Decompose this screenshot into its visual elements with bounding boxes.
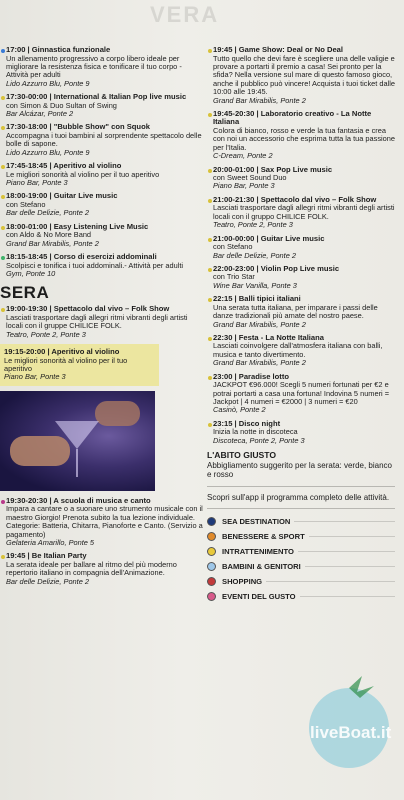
event-item <box>0 253 205 278</box>
category-dot-icon <box>1 49 5 53</box>
divider <box>207 486 395 487</box>
category-dot-icon <box>208 169 212 173</box>
legend-rule <box>305 566 395 567</box>
legend-item <box>207 577 395 586</box>
event-title: 23:15 | Disco night <box>213 418 281 428</box>
category-dot-icon <box>1 165 5 169</box>
event-description: con Sweet Sound Duo <box>213 173 287 183</box>
event-description: Un allenamento progressivo a corpo libero ideale per migliorare la resistenza fisica e tonificare il tuo corpo - Attività per adulti <box>6 53 182 80</box>
afternoon-list <box>0 46 205 278</box>
event-location: Discoteca, Ponte 2, Ponte 3 <box>213 435 305 445</box>
event-item <box>0 192 205 217</box>
category-dot-icon <box>208 49 212 53</box>
legend-swatch-icon <box>207 532 216 541</box>
event-item <box>0 46 205 88</box>
dress-code-text: Abbigliamento suggerito per la serata: verde, bianco e rosso <box>207 460 392 480</box>
event-title: 21:00-00:00 | Guitar Live music <box>213 233 325 243</box>
evening-list-right <box>207 46 395 445</box>
event-location: Piano Bar, Ponte 3 <box>4 372 66 382</box>
legend-item <box>207 547 395 556</box>
event-description: Le migliori sonorità al violino per il tuo aperitivo <box>4 355 128 374</box>
event-description: Lasciati coinvolgere dall'atmosfera italiana con balli, musica e tanto divertimento. <box>213 341 383 359</box>
legend-label: BAMBINI & GENITORI <box>222 562 301 572</box>
legend-item <box>207 592 395 601</box>
event-location: Wine Bar Vanilla, Ponte 3 <box>213 280 297 290</box>
legend-swatch-icon <box>207 592 216 601</box>
event-item <box>207 265 395 290</box>
event-location: Piano Bar, Ponte 3 <box>6 178 68 188</box>
event-description: Lasciati trasportare dagli allegri ritmi vibranti degli artisti locali con il gruppo CHILICE FOLK. <box>213 203 395 221</box>
event-description: Inizia la notte in discoteca <box>213 427 298 437</box>
hand-shape-2 <box>95 401 140 426</box>
legend-swatch-icon <box>207 577 216 586</box>
event-item <box>0 497 205 548</box>
event-location: Bar delle Delizie, Ponte 2 <box>6 576 89 586</box>
category-dot-icon <box>208 376 212 380</box>
event-item <box>0 162 205 187</box>
cocktail-photo <box>0 391 155 491</box>
category-dot-icon <box>208 113 212 117</box>
event-item <box>207 373 395 415</box>
category-dot-icon <box>208 423 212 427</box>
category-dot-icon <box>208 238 212 242</box>
legend-rule <box>294 521 395 522</box>
event-location: Teatro, Ponte 2, Ponte 3 <box>213 220 293 230</box>
event-title: 18:00-01:00 | Easy Listening Live Music <box>6 221 149 231</box>
category-dot-icon <box>1 96 5 100</box>
event-location: Casinò, Ponte 2 <box>213 405 266 415</box>
category-dot-icon <box>1 195 5 199</box>
event-item <box>0 223 205 248</box>
event-item <box>207 166 395 191</box>
legend-rule <box>309 536 395 537</box>
event-item <box>207 196 395 230</box>
event-location: C-Dream, Ponte 2 <box>213 151 273 161</box>
legend-label: SEA DESTINATION <box>222 517 291 527</box>
legend-label: BENESSERE & SPORT <box>222 532 305 542</box>
highlight-event <box>0 344 159 386</box>
event-location: Lido Azzurro Blu, Ponte 9 <box>6 78 90 88</box>
category-dot-icon <box>1 555 5 559</box>
event-location: Bar Alcázar, Ponte 2 <box>6 109 74 119</box>
event-item <box>207 110 395 161</box>
legend-label: SHOPPING <box>222 577 263 587</box>
event-title: 22:15 | Balli tipici italiani <box>213 294 301 304</box>
event-title: 19:45-20:30 | Laboratorio creativo - La Notte Italiana <box>213 108 372 127</box>
event-title: 21:00-21:30 | Spettacolo dal vivo – Folk Show <box>213 194 377 204</box>
category-dot-icon <box>208 298 212 302</box>
legend-rule <box>298 551 395 552</box>
event-title: 19:45 | Game Show: Deal or No Deal <box>213 45 343 54</box>
event-location: Grand Bar Mirabilis, Ponte 2 <box>213 95 306 105</box>
legend-swatch-icon <box>207 562 216 571</box>
event-location: Gelateria Amarillo, Ponte 5 <box>6 537 95 547</box>
event-title: 18:15-18:45 | Corso di esercizi addominali <box>6 252 157 262</box>
event-description: con Stefano <box>6 199 46 209</box>
legend-label: EVENTI DEL GUSTO <box>222 592 296 602</box>
event-description: Scolpisci e tonifica i tuoi addominali.- Attività per adulti <box>6 260 184 270</box>
event-item <box>207 235 395 260</box>
martini-glass-icon <box>55 421 99 449</box>
divider-2 <box>207 508 395 509</box>
left-column <box>0 46 205 591</box>
event-description: Colora di bianco, rosso e verde la tua fantasia e crea con noi un accessorio che esprima tutta la tua passione per l'Italia. <box>213 125 395 152</box>
event-item <box>0 305 205 339</box>
event-item <box>207 46 395 105</box>
event-title: 22:30 | Festa - La Notte Italiana <box>213 332 325 342</box>
section-title-sera: SERA <box>0 283 50 303</box>
event-location: Lido Azzurro Blu, Ponte 9 <box>6 147 90 157</box>
evening-list-left-2 <box>0 497 205 586</box>
evening-list-left <box>0 305 205 339</box>
event-description: JACKPOT €96.000! Scegli 5 numeri fortunati per €2 e potrai portarti a casa una fortuna! Indovina 5 numeri = Jackpot | 4 numeri = €2000 | 3 numeri = €20 <box>213 380 390 406</box>
category-dot-icon <box>1 126 5 130</box>
event-description: Impara a cantare o a suonare uno strumento musicale con il maestro Giorgio! Prenota subito la tua lezione individuale. Categorie: Batteria, Chitarra, Pianoforte e Canto. (Servizio a pagamento) <box>6 504 203 539</box>
event-description: con Trio Star <box>213 272 255 282</box>
glass-stem <box>76 449 78 477</box>
event-location: Bar delle Delizie, Ponte 2 <box>6 208 89 218</box>
event-title: 17:00 | Ginnastica funzionale <box>6 45 111 54</box>
event-title: 17:30-18:00 | "Bubble Show" con Squok <box>6 122 150 132</box>
legend-item <box>207 562 395 571</box>
event-description: Tutto quello che devi fare è scegliere una delle valigie e provare a portarti il premio a casa! Sei pronto per la sfida? Nella versione sul mare di questo famoso gioco, anche il pubblico può vincere! Acquista i tuoi ticket dalle 10:00 alle 19:45. <box>213 53 396 97</box>
event-item <box>207 420 395 445</box>
event-location: Bar delle Delizie, Ponte 2 <box>213 250 296 260</box>
dress-code-title: L'ABITO GIUSTO <box>207 450 277 461</box>
category-dot-icon <box>1 226 5 230</box>
legend-item <box>207 532 395 541</box>
watermark-text: liveBoat.it <box>310 723 392 742</box>
event-location: Grand Bar Mirabilis, Ponte 2 <box>213 319 306 329</box>
legend-rule <box>266 581 395 582</box>
event-description: con Stefano <box>213 242 253 252</box>
app-note: Scopri sull'app il programma completo delle attività. <box>207 492 390 502</box>
category-dot-icon <box>208 268 212 272</box>
event-location: Grand Bar Mirabilis, Ponte 2 <box>6 238 99 248</box>
event-title: 20:00-01:00 | Sax Pop Live music <box>213 164 333 174</box>
category-dot-icon <box>208 337 212 341</box>
event-title: 19:30-20:30 | A scuola di musica e canto <box>6 495 151 505</box>
event-title: 19:15-20:00 | Aperitivo al violino <box>4 347 120 357</box>
event-description: La serata ideale per ballare al ritmo del più moderno repertorio italiano in compagnia dell'Animazione. <box>6 559 177 578</box>
event-item <box>207 334 395 368</box>
event-description: Accompagna i tuoi bambini al sorprendente spettacolo delle bolle di sapone. <box>6 130 202 149</box>
event-location: Piano Bar, Ponte 3 <box>213 181 275 191</box>
category-dot-icon <box>1 500 5 504</box>
legend-item <box>207 517 395 526</box>
event-location: Gym, Ponte 10 <box>6 269 56 278</box>
event-item <box>207 295 395 329</box>
event-location: Grand Bar Mirabilis, Ponte 2 <box>213 358 306 368</box>
legend-rule <box>300 596 395 597</box>
right-column <box>207 46 395 607</box>
dress-code <box>207 451 395 480</box>
event-description: Una serata tutta italiana, per imparare i passi delle danze tradizionali più amate del nostro paese. <box>213 302 378 321</box>
legend-swatch-icon <box>207 547 216 556</box>
category-dot-icon <box>208 199 212 203</box>
event-title: 17:45-18:45 | Aperitivo al violino <box>6 161 122 171</box>
event-location: Teatro, Ponte 2, Ponte 3 <box>6 329 86 339</box>
category-dot-icon <box>1 308 5 312</box>
event-title: 22:00-23:00 | Violin Pop Live music <box>213 263 340 273</box>
event-title: 18:00-19:00 | Guitar Live music <box>6 191 118 201</box>
event-description: con Aldo & No More Band <box>6 230 92 240</box>
event-description: con Simon & Duo Sultan of Swing <box>6 100 117 110</box>
category-legend <box>207 517 395 601</box>
legend-label: INTRATTENIMENTO <box>222 547 294 557</box>
category-dot-icon <box>1 256 5 260</box>
event-title: 19:45 | Be Italian Party <box>6 551 87 561</box>
event-description: Lasciati trasportare dagli allegri ritmi vibranti degli artisti locali con il gruppe CHILICE FOLK. <box>6 312 188 331</box>
event-title: 23:00 | Paradise lotto <box>213 371 289 381</box>
ghost-heading: VERA <box>150 2 220 27</box>
legend-swatch-icon <box>207 517 216 526</box>
watermark-logo <box>302 668 397 778</box>
event-item <box>0 93 205 118</box>
event-item <box>0 552 205 586</box>
event-item <box>0 123 205 157</box>
event-title: 19:00-19:30 | Spettacolo dal vivo – Folk Show <box>6 304 170 314</box>
event-description: Le migliori sonorità al violino per il tuo aperitivo <box>6 169 160 179</box>
event-title: 17:30-00:00 | International & Italian Pop live music <box>6 92 187 102</box>
